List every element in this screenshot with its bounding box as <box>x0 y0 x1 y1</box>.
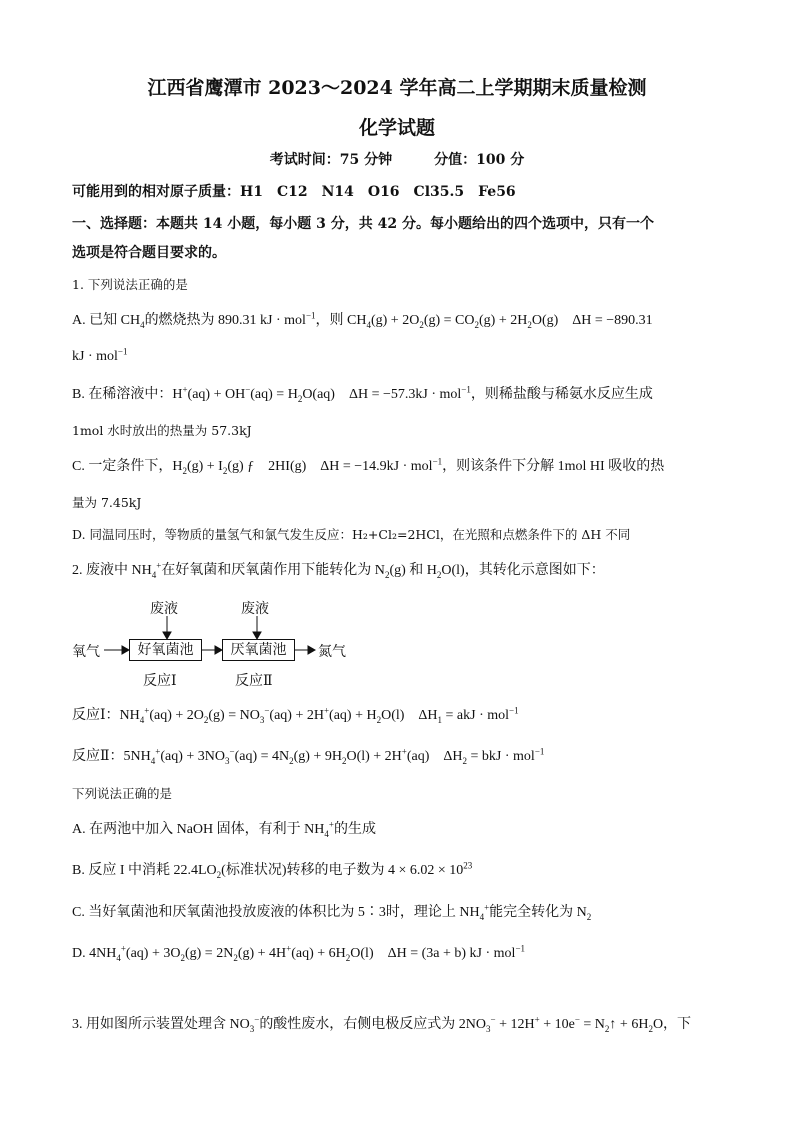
q1-a-text: ，则 CH <box>315 313 367 328</box>
q2-r1-text: 反应Ⅰ：NH <box>72 708 140 723</box>
q2-option-b <box>72 860 473 880</box>
q3-text: 的酸性废水，右侧电极反应式为 2NO <box>259 1017 487 1032</box>
diagram-oxygen: 氧气 <box>72 644 100 660</box>
section-heading-line2: 选项是符合题目要求的。 <box>72 245 226 261</box>
sup: − <box>264 705 270 716</box>
q1-b-text: O(aq) ΔH = −57.3kJ · mol <box>302 387 462 402</box>
section-heading-line1: 一、选择题：本题共 14 小题，每小题 3 分，共 42 分。每小题给出的四个选项中，只有一个 <box>72 216 654 232</box>
sup: −1 <box>305 310 316 321</box>
q2-c-text: 能完全转化为 N <box>489 905 587 920</box>
q3-stem <box>72 1014 692 1034</box>
q2-r2-text: (aq) ΔH <box>406 749 463 764</box>
q2-a-text: 的生成 <box>333 822 376 837</box>
sub: 2 <box>203 714 209 725</box>
q2-d-text: (aq) + 6H <box>291 946 346 961</box>
sub: 2 <box>586 911 592 922</box>
sup: −1 <box>515 943 526 954</box>
q3-text: + 10e <box>539 1017 575 1032</box>
sup: + <box>156 560 162 571</box>
sub: 2 <box>289 755 294 766</box>
q2-r1-text: (aq) + H <box>329 708 377 723</box>
q1-b-text: (aq) = H <box>250 387 298 402</box>
sup: + <box>534 1014 540 1025</box>
sup: −1 <box>509 705 519 716</box>
sup: + <box>144 705 150 716</box>
q1-a-text: O(g) ΔH = −890.31 <box>531 313 653 328</box>
sub: 4 <box>150 755 156 766</box>
q2-r2-text: O(l) + 2H <box>346 749 402 764</box>
page-subtitle: 化学试题 <box>358 117 435 139</box>
q2-option-a <box>72 819 376 839</box>
q3-text: 3. 用如图所示装置处理含 NO <box>72 1017 250 1032</box>
q1-stem: 1. 下列说法正确的是 <box>72 277 188 292</box>
q2-reaction-2 <box>72 746 545 766</box>
sub: 4 <box>140 319 145 330</box>
sub: 2 <box>233 952 238 963</box>
q2-r2-text: = bkJ · mol <box>467 749 535 764</box>
sup: − <box>574 1014 580 1025</box>
q1-b-text: ，则稀盐酸与稀氨水反应生成 <box>470 387 653 402</box>
q1-a-text: A. 已知 CH <box>72 313 141 328</box>
q2-d-text: D. 4NH <box>72 946 117 961</box>
q1-a-text: 的燃烧热为 890.31 kJ · mol <box>144 313 306 328</box>
sub: 3 <box>259 714 265 725</box>
sub: 2 <box>376 714 382 725</box>
sub: 2 <box>345 952 351 963</box>
sub: 2 <box>474 319 479 330</box>
q2-r1-text: (g) = NO <box>208 708 260 723</box>
sup: + <box>286 943 292 954</box>
sup: − <box>254 1014 260 1025</box>
sub: 1 <box>437 714 443 725</box>
sub: 2 <box>182 465 187 476</box>
sup: + <box>182 384 188 395</box>
sub: 4 <box>324 828 329 839</box>
sub: 2 <box>180 952 185 963</box>
q2-b-text: (标准状况)转移的电子数为 4 × 6.02 × 10 <box>221 863 464 878</box>
sub: 2 <box>462 755 468 766</box>
q1-c-text: (g) ƒ 2HI(g) ΔH = −14.9kJ · mol <box>227 459 433 474</box>
q1-b-text: (aq) + OH <box>187 387 246 402</box>
q1-a-text: (g) + 2O <box>370 313 420 328</box>
sub: 2 <box>297 393 303 404</box>
sup: + <box>120 943 126 954</box>
q1-option-d: D. 同温同压时，等物质的量氢气和氯气发生反应：H₂+Cl₂=2HCl，在光照和点燃条件下的 ΔH 不同 <box>72 527 631 542</box>
q2-prompt: 下列说法正确的是 <box>72 786 173 801</box>
q2-r2-text: (g) + 9H <box>293 749 342 764</box>
sup: + <box>155 746 161 757</box>
sub: 4 <box>139 714 145 725</box>
q1-a-text: (g) + 2H <box>479 313 528 328</box>
sub: 4 <box>479 911 485 922</box>
q2-stem-text: (g) 和 H <box>389 563 437 578</box>
q2-stem-text: 2. 废液中 NH <box>72 563 152 578</box>
sub: 2 <box>384 569 390 580</box>
q2-stem-text: 在好氧菌和厌氧菌作用下能转化为 N <box>161 563 385 578</box>
sub: 2 <box>604 1023 610 1034</box>
q3-text: = N <box>579 1017 605 1032</box>
sup: + <box>484 902 490 913</box>
q2-d-text: (aq) + 3O <box>125 946 181 961</box>
sup: −1 <box>432 456 443 467</box>
sub: 2 <box>216 869 222 880</box>
q2-r1-text: O(l) ΔH <box>381 708 438 723</box>
diagram-aerobic-pool: 好氧菌池 <box>129 639 202 661</box>
q1-b-text: B. 在稀溶液中：H <box>72 387 183 402</box>
q1-option-c-cont: 量为 7.45kJ <box>72 495 142 510</box>
q2-r2-text: (aq) = 4N <box>234 749 290 764</box>
sub: 4 <box>366 319 371 330</box>
q2-c-text: C. 当好氧菌池和厌氧菌池投放废液的体积比为 5∶3时，理论上 NH <box>72 905 480 920</box>
sup: + <box>323 705 330 716</box>
diagram-nitrogen: 氮气 <box>318 644 346 660</box>
diagram-reaction-1: 反应Ⅰ <box>143 673 177 689</box>
sub: 4 <box>151 569 157 580</box>
sub: 3 <box>249 1023 255 1034</box>
sub: 3 <box>224 755 230 766</box>
sub: 2 <box>341 755 347 766</box>
q2-d-text: (g) + 4H <box>237 946 287 961</box>
sub: 3 <box>486 1023 491 1034</box>
q2-r2-text: 反应Ⅱ：5NH <box>72 749 151 764</box>
diagram-waste-2: 废液 <box>241 601 269 617</box>
q2-b-text: B. 反应 I 中消耗 22.4LO <box>72 863 217 878</box>
q3-text: + 12H <box>495 1017 535 1032</box>
q3-text: ↑ + 6H <box>609 1017 649 1032</box>
sub: 2 <box>436 569 442 580</box>
q2-option-d <box>72 943 526 963</box>
q2-a-text: A. 在两池中加入 NaOH 固体，有利于 NH <box>72 822 325 837</box>
q1-a-text: (g) = CO <box>423 313 475 328</box>
q2-d-text: (g) = 2N <box>184 946 234 961</box>
q1-c-text: (g) + I <box>186 459 223 474</box>
sup: −1 <box>461 384 471 395</box>
q1-option-b-cont: 1mol 水时放出的热量为 57.3kJ <box>72 423 252 438</box>
q3-text: O，下 <box>652 1017 692 1032</box>
diagram-anaerobic-pool: 厌氧菌池 <box>222 639 295 661</box>
diagram-waste-1: 废液 <box>150 601 178 617</box>
sub: 2 <box>222 465 228 476</box>
sup: −1 <box>117 346 128 357</box>
sub: 2 <box>527 319 532 330</box>
q2-r1-text: = akJ · mol <box>442 708 510 723</box>
sub: 2 <box>419 319 424 330</box>
sup: + <box>328 819 334 830</box>
q1-c-text: ，则该条件下分解 1mol HI 吸收的热 <box>442 459 665 474</box>
diagram-reaction-2: 反应Ⅱ <box>235 673 273 689</box>
q2-reaction-1 <box>72 705 519 725</box>
q2-d-text: O(l) ΔH = (3a + b) kJ · mol <box>350 946 516 961</box>
sup: − <box>490 1014 496 1025</box>
sup: −1 <box>534 746 545 757</box>
sup: 23 <box>463 860 473 871</box>
q2-r2-text: (aq) + 3NO <box>160 749 225 764</box>
page-title: 江西省鹰潭市 2023～2024 学年高二上学期期末质量检测 <box>147 77 647 99</box>
q2-r1-text: (aq) + 2O <box>149 708 204 723</box>
sup: − <box>229 746 235 757</box>
sub: 4 <box>116 952 121 963</box>
q2-stem-text: O(l)，其转化示意图如下： <box>441 563 605 578</box>
atomic-masses: 可能用到的相对原子质量：H1 C12 N14 O16 Cl35.5 Fe56 <box>72 184 516 200</box>
q1-c-text: C. 一定条件下，H <box>72 459 183 474</box>
q2-r1-text: (aq) + 2H <box>269 708 324 723</box>
exam-info: 考试时间：75 分钟 分值：100 分 <box>269 152 525 168</box>
sup: + <box>401 746 407 757</box>
sub: 2 <box>648 1023 653 1034</box>
q1-a-text: kJ · mol <box>72 349 118 364</box>
q2-option-c <box>72 902 592 922</box>
sup: − <box>245 384 251 395</box>
